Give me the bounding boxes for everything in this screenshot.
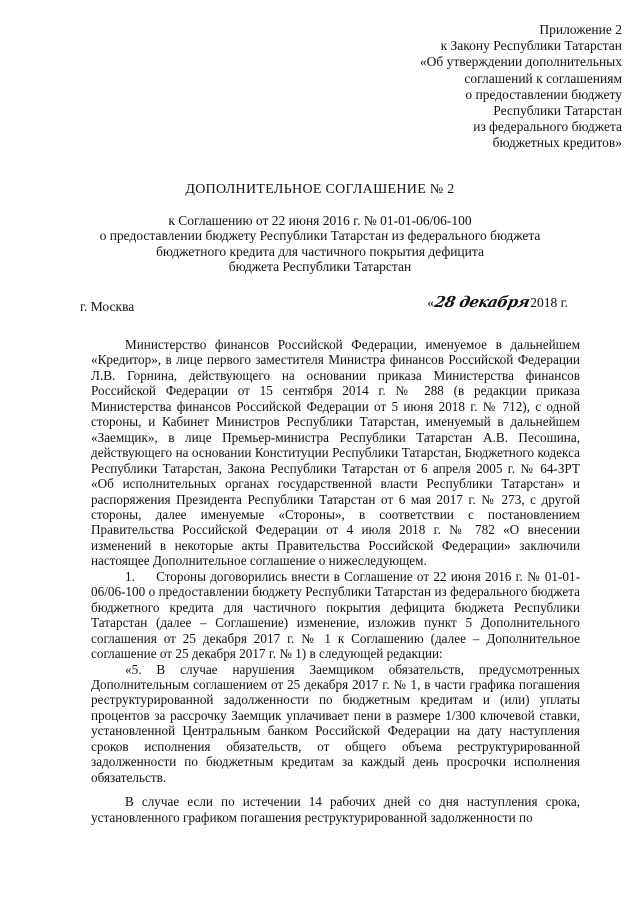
document-title: ДОПОЛНИТЕЛЬНОЕ СОГЛАШЕНИЕ № 2 bbox=[185, 182, 455, 197]
annex-line: из федерального бюджета bbox=[473, 119, 622, 135]
annex-line: соглашений к соглашениям bbox=[464, 70, 622, 86]
annex-line: о предоставлении бюджету bbox=[465, 86, 622, 102]
date-year: 2018 г. bbox=[530, 295, 568, 310]
annex-line: Республики Татарстан bbox=[493, 103, 622, 119]
annex-line: бюджетных кредитов» bbox=[492, 135, 622, 151]
clause-5-quote-paragraph: «5. В случае нарушения Заемщиком обязательств, предусмотренных Дополнительным соглашением от 25 декабря 2017 г. № 1, в части графика погашения реструктурированной задолженности по бюджетным кредитам и (или) уплаты процентов за рассрочку Заемщик уплачивает пени в размере 1/300 ключевой ставки, установленной Центральным банком Российской Федерации на дату наступления сроков исполнения обязательств, от общего объема реструктурированной задолженности по бюджетным кредитам за каждый день просрочки исполнения обязательств. bbox=[91, 661, 580, 785]
annex-line: «Об утверждении дополнительных bbox=[419, 54, 622, 70]
handwritten-date: 28 декабря bbox=[433, 293, 532, 311]
document-body bbox=[91, 337, 580, 825]
annex-header bbox=[362, 22, 622, 152]
annex-line: к Закону Республики Татарстан bbox=[440, 38, 622, 54]
city-label: г. Москва bbox=[80, 299, 135, 314]
subtitle-line: к Соглашению от 22 июня 2016 г. № 01-01-06/06-100 bbox=[168, 213, 472, 228]
document-date bbox=[427, 293, 568, 311]
date-open-quote: « bbox=[427, 295, 435, 310]
subtitle-line: бюджетного кредита для частичного покрытия дефицита bbox=[156, 243, 484, 259]
clause-1-paragraph: 1. Стороны договорились внести в Соглашение от 22 июня 2016 г. № 01-01-06/06-100 о предоставлении бюджету Республики Татарстан из федерального бюджета бюджетного кредита для частичного покрытия дефицита бюджета Республики Татарстан (далее – Соглашение) изменение, изложив пункт 5 Дополнительного соглашения от 25 декабря 2017 г. № 1 к Соглашению (далее – Дополнительное соглашение от 25 декабря 2017 г. № 1) в следующей редакции: bbox=[91, 568, 580, 662]
subtitle-line: о предоставлении бюджету Республики Татарстан из федерального бюджета bbox=[99, 228, 541, 244]
subtitle-line: бюджета Республики Татарстан bbox=[228, 258, 412, 274]
annex-line: Приложение 2 bbox=[539, 22, 622, 37]
preamble-paragraph: Министерство финансов Российской Федерации, именуемое в дальнейшем «Кредитор», в лице первого заместителя Министра финансов Российской Федерации Л.В. Горнина, действующего на основании приказа Министерства финансов Российской Федерации от 15 сентября 2014 г. № 288 (в редакции приказа Министерства финансов Российской Федерации от 5 июня 2018 г. № 712), с одной стороны, и Кабинет Министров Республики Татарстан, именуемый в дальнейшем «Заемщик», в лице Премьер-министра Республики Татарстан А.В. Песошина, действующего на основании Конституции Республики Татарстан, Бюджетного кодекса Республики Татарстан, Закона Республики Татарстан от 6 апреля 2005 г. № 64-ЗРТ «Об исполнительных органах государственной власти Республики Татарстан» и распоряжения Президента Республики Татарстан от 6 мая 2017 г. № 273, с другой стороны, далее именуемые «Стороны», в соответствии с постановлением Правительства Российской Федерации от 4 июля 2018 г. № 782 «О внесении изменений в некоторые акты Правительства Российской Федерации» заключили настоящее Дополнительное соглашение о нижеследующем. bbox=[91, 337, 580, 569]
document-subtitle bbox=[60, 213, 580, 274]
continuation-paragraph: В случае если по истечении 14 рабочих дней со дня наступления срока, установленного графиком погашения реструктурированной задолженности по bbox=[91, 794, 580, 825]
